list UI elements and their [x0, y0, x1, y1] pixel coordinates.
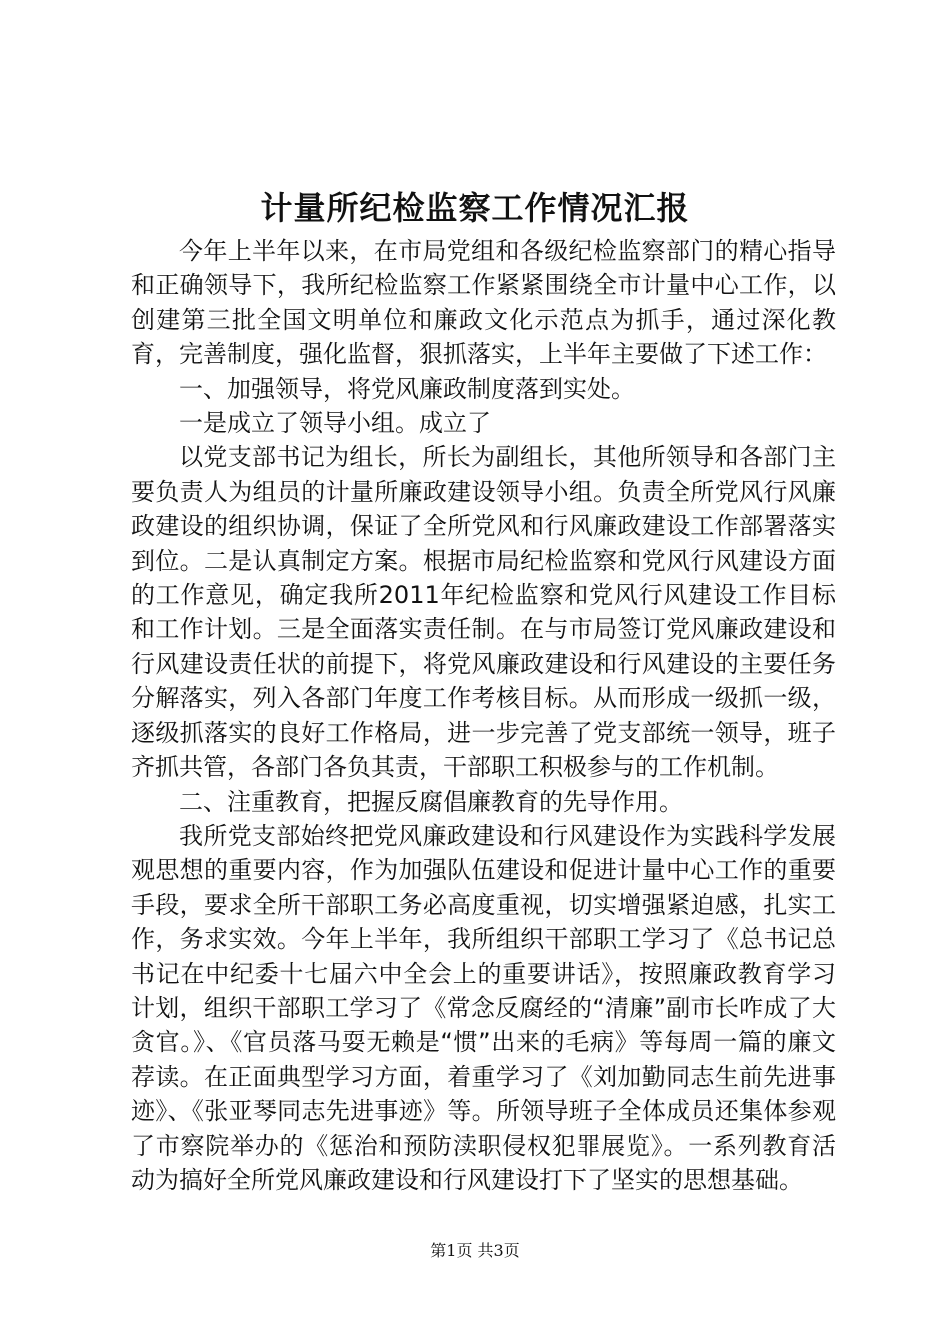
paragraph: 一是成立了领导小组。成立了: [179, 409, 491, 438]
section-heading-1: 一、加强领导，将党风廉政制度落到实处。: [179, 374, 635, 403]
section-heading-2: 二、注重教育，把握反腐倡廉教育的先导作用。: [179, 787, 683, 816]
paragraph: 以党支部书记为组长，所长为副组长，其他所领导和各部门主要负责人为组员的计量所廉政建设领导小组。负责全所党风行风廉政建设的组织协调，保证了全所党风和行风廉政建设工作部署落实到位。二是认真制定方案。根据市局纪检监察和党风行风建设方面的工作意见，确定我所2011年纪检监察和党风行风建设工作目标和工作计划。三是全面落实责任制。在与市局签订党风廉政建设和行风建设责任状的前提下，将党风廉政建设和行风建设的主要任务分解落实，列入各部门年度工作考核目标。从而形成一级抓一级，逐级抓落实的良好工作格局，进一步完善了党支部统一领导，班子齐抓共管，各部门各负其责，干部职工积极参与的工作机制。: [131, 443, 836, 782]
paragraph-intro: 今年上半年以来，在市局党组和各级纪检监察部门的精心指导和正确领导下，我所纪检监察工作紧紧围绕全市计量中心工作，以创建第三批全国文明单位和廉政文化示范点为抓手，通过深化教育，完善制度，强化监督，狠抓落实，上半年主要做了下述工作：: [131, 237, 836, 369]
paragraph: 我所党支部始终把党风廉政建设和行风建设作为实践科学发展观思想的重要内容，作为加强队伍建设和促进计量中心工作的重要手段，要求全所干部职工务必高度重视，切实增强紧迫感，扎实工作，务求实效。今年上半年，我所组织干部职工学习了《总书记总书记在中纪委十七届六中全会上的重要讲话》，按照廉政教育学习计划，组织干部职工学习了《常念反腐经的“清廉”副市长咋成了大贪官。》、《官员落马耍无赖是“惯”出来的毛病》等每周一篇的廉文荐读。在正面典型学习方面，着重学习了《刘加勤同志生前先进事迹》、《张亚琴同志先进事迹》等。所领导班子全体成员还集体参观了市察院举办的《惩治和预防渎职侵权犯罪展览》。一系列教育活动为搞好全所党风廉政建设和行风建设打下了坚实的思想基础。: [131, 821, 836, 1194]
document-body: [131, 234, 836, 1197]
document-title: 计量所纪检监察工作情况汇报: [260, 189, 690, 227]
page-number-footer: 第1页 共3页: [430, 1241, 520, 1260]
